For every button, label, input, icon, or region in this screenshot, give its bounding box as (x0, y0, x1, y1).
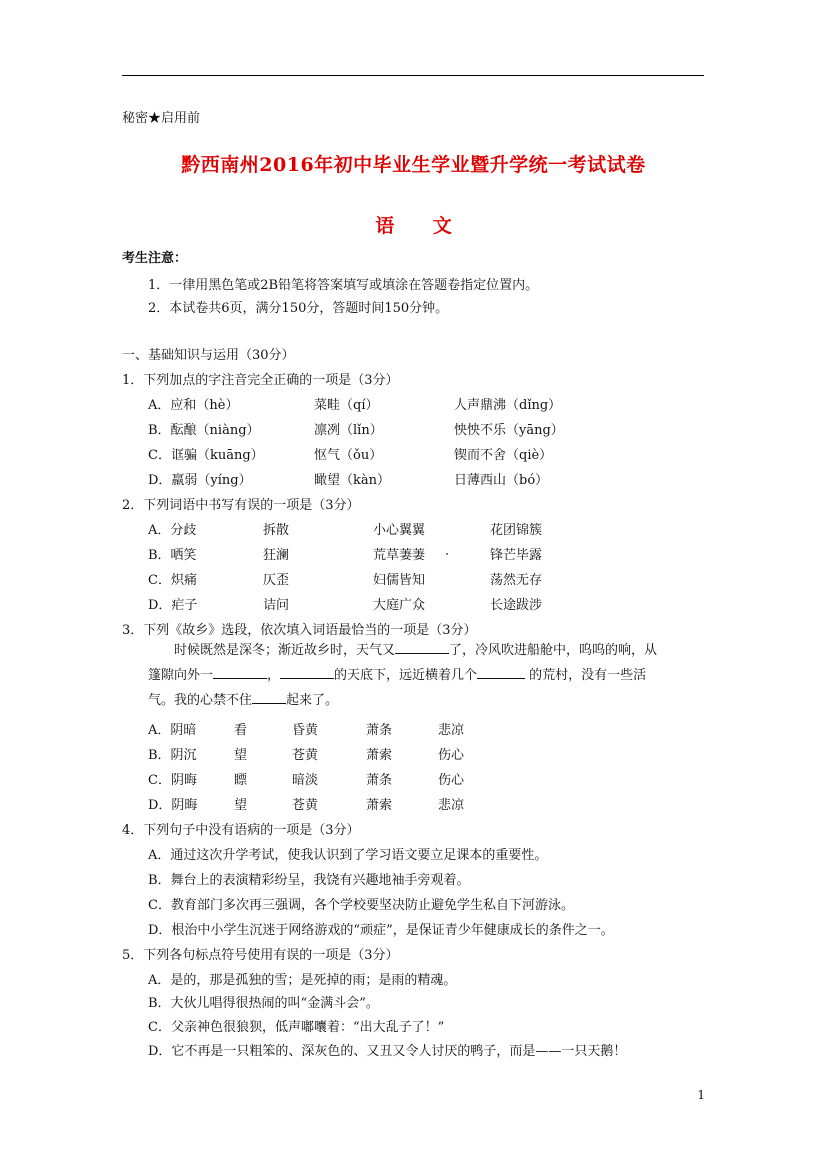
option-cell: B．哂笑 (148, 548, 197, 563)
option-cell: 瞰望（kàn） (314, 473, 391, 488)
notes-heading: 考生注意： (122, 251, 188, 266)
passage-text: ， (267, 668, 281, 683)
option-cell: 仄歪 (263, 573, 290, 588)
option-cell: 荒草萋萋 (373, 548, 426, 563)
option-cell: 伤心 (438, 773, 465, 788)
fill-blank (477, 666, 525, 679)
question-5-stem: 5．下列各句标点符号使用有误的一项是（3分） (122, 948, 399, 963)
option-line: C．父亲神色很狼狈，低声嘟囔着：“出大乱子了！” (148, 1020, 445, 1035)
fill-blank (280, 666, 334, 679)
option-cell: 苍黄 (292, 798, 319, 813)
option-cell: A．应和（hè） (148, 398, 239, 413)
option-cell: 伤心 (438, 748, 465, 763)
option-cell: 锋芒毕露 (490, 548, 543, 563)
option-cell: D．阴晦 (148, 798, 198, 813)
option-cell: 拆散 (263, 523, 290, 538)
option-cell: 日薄西山（bó） (454, 473, 549, 488)
passage-text: 篷隙向外一 (148, 668, 214, 683)
option-cell: 看 (234, 723, 248, 738)
option-cell: 锲而不舍（qiè） (454, 448, 553, 463)
option-cell: C．炽痛 (148, 573, 197, 588)
question-3-stem: 3．下列《故乡》选段，依次填入词语最恰当的一项是（3分） (122, 623, 477, 638)
option-cell: C．诓骗（kuāng） (148, 448, 264, 463)
option-cell: 萧索 (366, 798, 393, 813)
question-1-stem: 1．下列加点的字注音完全正确的一项是（3分） (122, 373, 399, 388)
note-item: 1．一律用黑色笔或2B铅笔将答案填写或填涂在答题卷指定位置内。 (148, 278, 539, 293)
option-cell: 悲凉 (438, 798, 465, 813)
option-cell: 诘问 (263, 598, 290, 613)
page-number: 1 (697, 1088, 705, 1102)
passage-text: 的天底下，远近横着几个 (334, 668, 478, 683)
passage-text: 时候既然是深冬；渐近故乡时，天气又 (174, 643, 396, 658)
option-line: D．它不再是一只粗笨的、深灰色的、又丑又令人讨厌的鸭子，而是——一只天鹅！ (148, 1044, 627, 1059)
option-cell: 人声鼎沸（dǐng） (454, 398, 562, 413)
section-heading: 一、基础知识与运用（30分） (122, 348, 295, 363)
option-cell: C．阴晦 (148, 773, 197, 788)
option-cell: D．疟子 (148, 598, 198, 613)
option-cell: 狂澜 (263, 548, 290, 563)
option-cell: 凛冽（lǐn） (314, 423, 383, 438)
option-cell: 妇儒皆知 (373, 573, 426, 588)
passage-text: 起来了。 (286, 693, 339, 708)
passage-text: 了，冷风吹进船舱中，呜呜的响，从 (449, 643, 658, 658)
option-cell: 小心翼翼 (373, 523, 426, 538)
option-cell: 瞟 (234, 773, 248, 788)
option-cell: A．分歧 (148, 523, 197, 538)
option-cell: 长途跋涉 (490, 598, 543, 613)
option-cell: 怏怏不乐（yāng） (454, 423, 564, 438)
option-line: C．教育部门多次再三强调，各个学校要坚决防止避免学生私自下河游泳。 (148, 898, 574, 913)
option-line: B．舞台上的表演精彩纷呈，我饶有兴趣地袖手旁观着。 (148, 873, 470, 888)
note-item: 2．本试卷共6页，满分150分，答题时间150分钟。 (148, 301, 449, 316)
question-3-passage (148, 688, 708, 713)
option-cell: 萧条 (366, 723, 393, 738)
option-cell: D．羸弱（yíng） (148, 473, 252, 488)
option-cell: 悲凉 (438, 723, 465, 738)
subject-title: 语 文 (375, 215, 468, 237)
passage-text: 气。我的心禁不住 (148, 693, 253, 708)
option-cell: 荡然无存 (490, 573, 543, 588)
confidential-label: 秘密★启用前 (122, 111, 201, 126)
option-cell: 萧条 (366, 773, 393, 788)
header-rule (122, 75, 704, 76)
exam-title: 黔西南州2016年初中毕业生学业暨升学统一考试试卷 (181, 154, 646, 176)
option-cell: 望 (234, 748, 248, 763)
option-cell: 大庭广众 (373, 598, 426, 613)
question-3-passage (148, 638, 708, 663)
question-2-stem: 2．下列词语中书写有误的一项是（3分） (122, 498, 360, 513)
option-cell: 怄气（ǒu） (314, 448, 383, 463)
option-cell: 萧索 (366, 748, 393, 763)
fill-blank (395, 641, 449, 654)
fill-blank (252, 691, 286, 704)
stray-dot (446, 553, 448, 555)
option-cell: B．酝酿（niàng） (148, 423, 260, 438)
option-line: A．是的，那是孤独的雪；是死掉的雨；是雨的精魂。 (148, 973, 457, 988)
option-cell: A．阴暗 (148, 723, 197, 738)
passage-text: 的荒村，没有一些活 (525, 668, 647, 683)
option-cell: 昏黄 (292, 723, 319, 738)
option-cell: 花团锦簇 (490, 523, 543, 538)
option-line: D．根治中小学生沉迷于网络游戏的“顽症”，是保证青少年健康成长的条件之一。 (148, 923, 614, 938)
option-cell: B．阴沉 (148, 748, 197, 763)
question-3-passage (148, 663, 708, 688)
option-cell: 菜畦（qí） (314, 398, 379, 413)
option-cell: 苍黄 (292, 748, 319, 763)
fill-blank (213, 666, 267, 679)
question-4-stem: 4．下列句子中没有语病的一项是（3分） (122, 823, 360, 838)
option-cell: 暗淡 (292, 773, 319, 788)
option-line: B．大伙儿唱得很热闹的叫“金满斗会”。 (148, 996, 379, 1011)
option-cell: 望 (234, 798, 248, 813)
option-line: A．通过这次升学考试，使我认识到了学习语文要立足课本的重要性。 (148, 848, 548, 863)
